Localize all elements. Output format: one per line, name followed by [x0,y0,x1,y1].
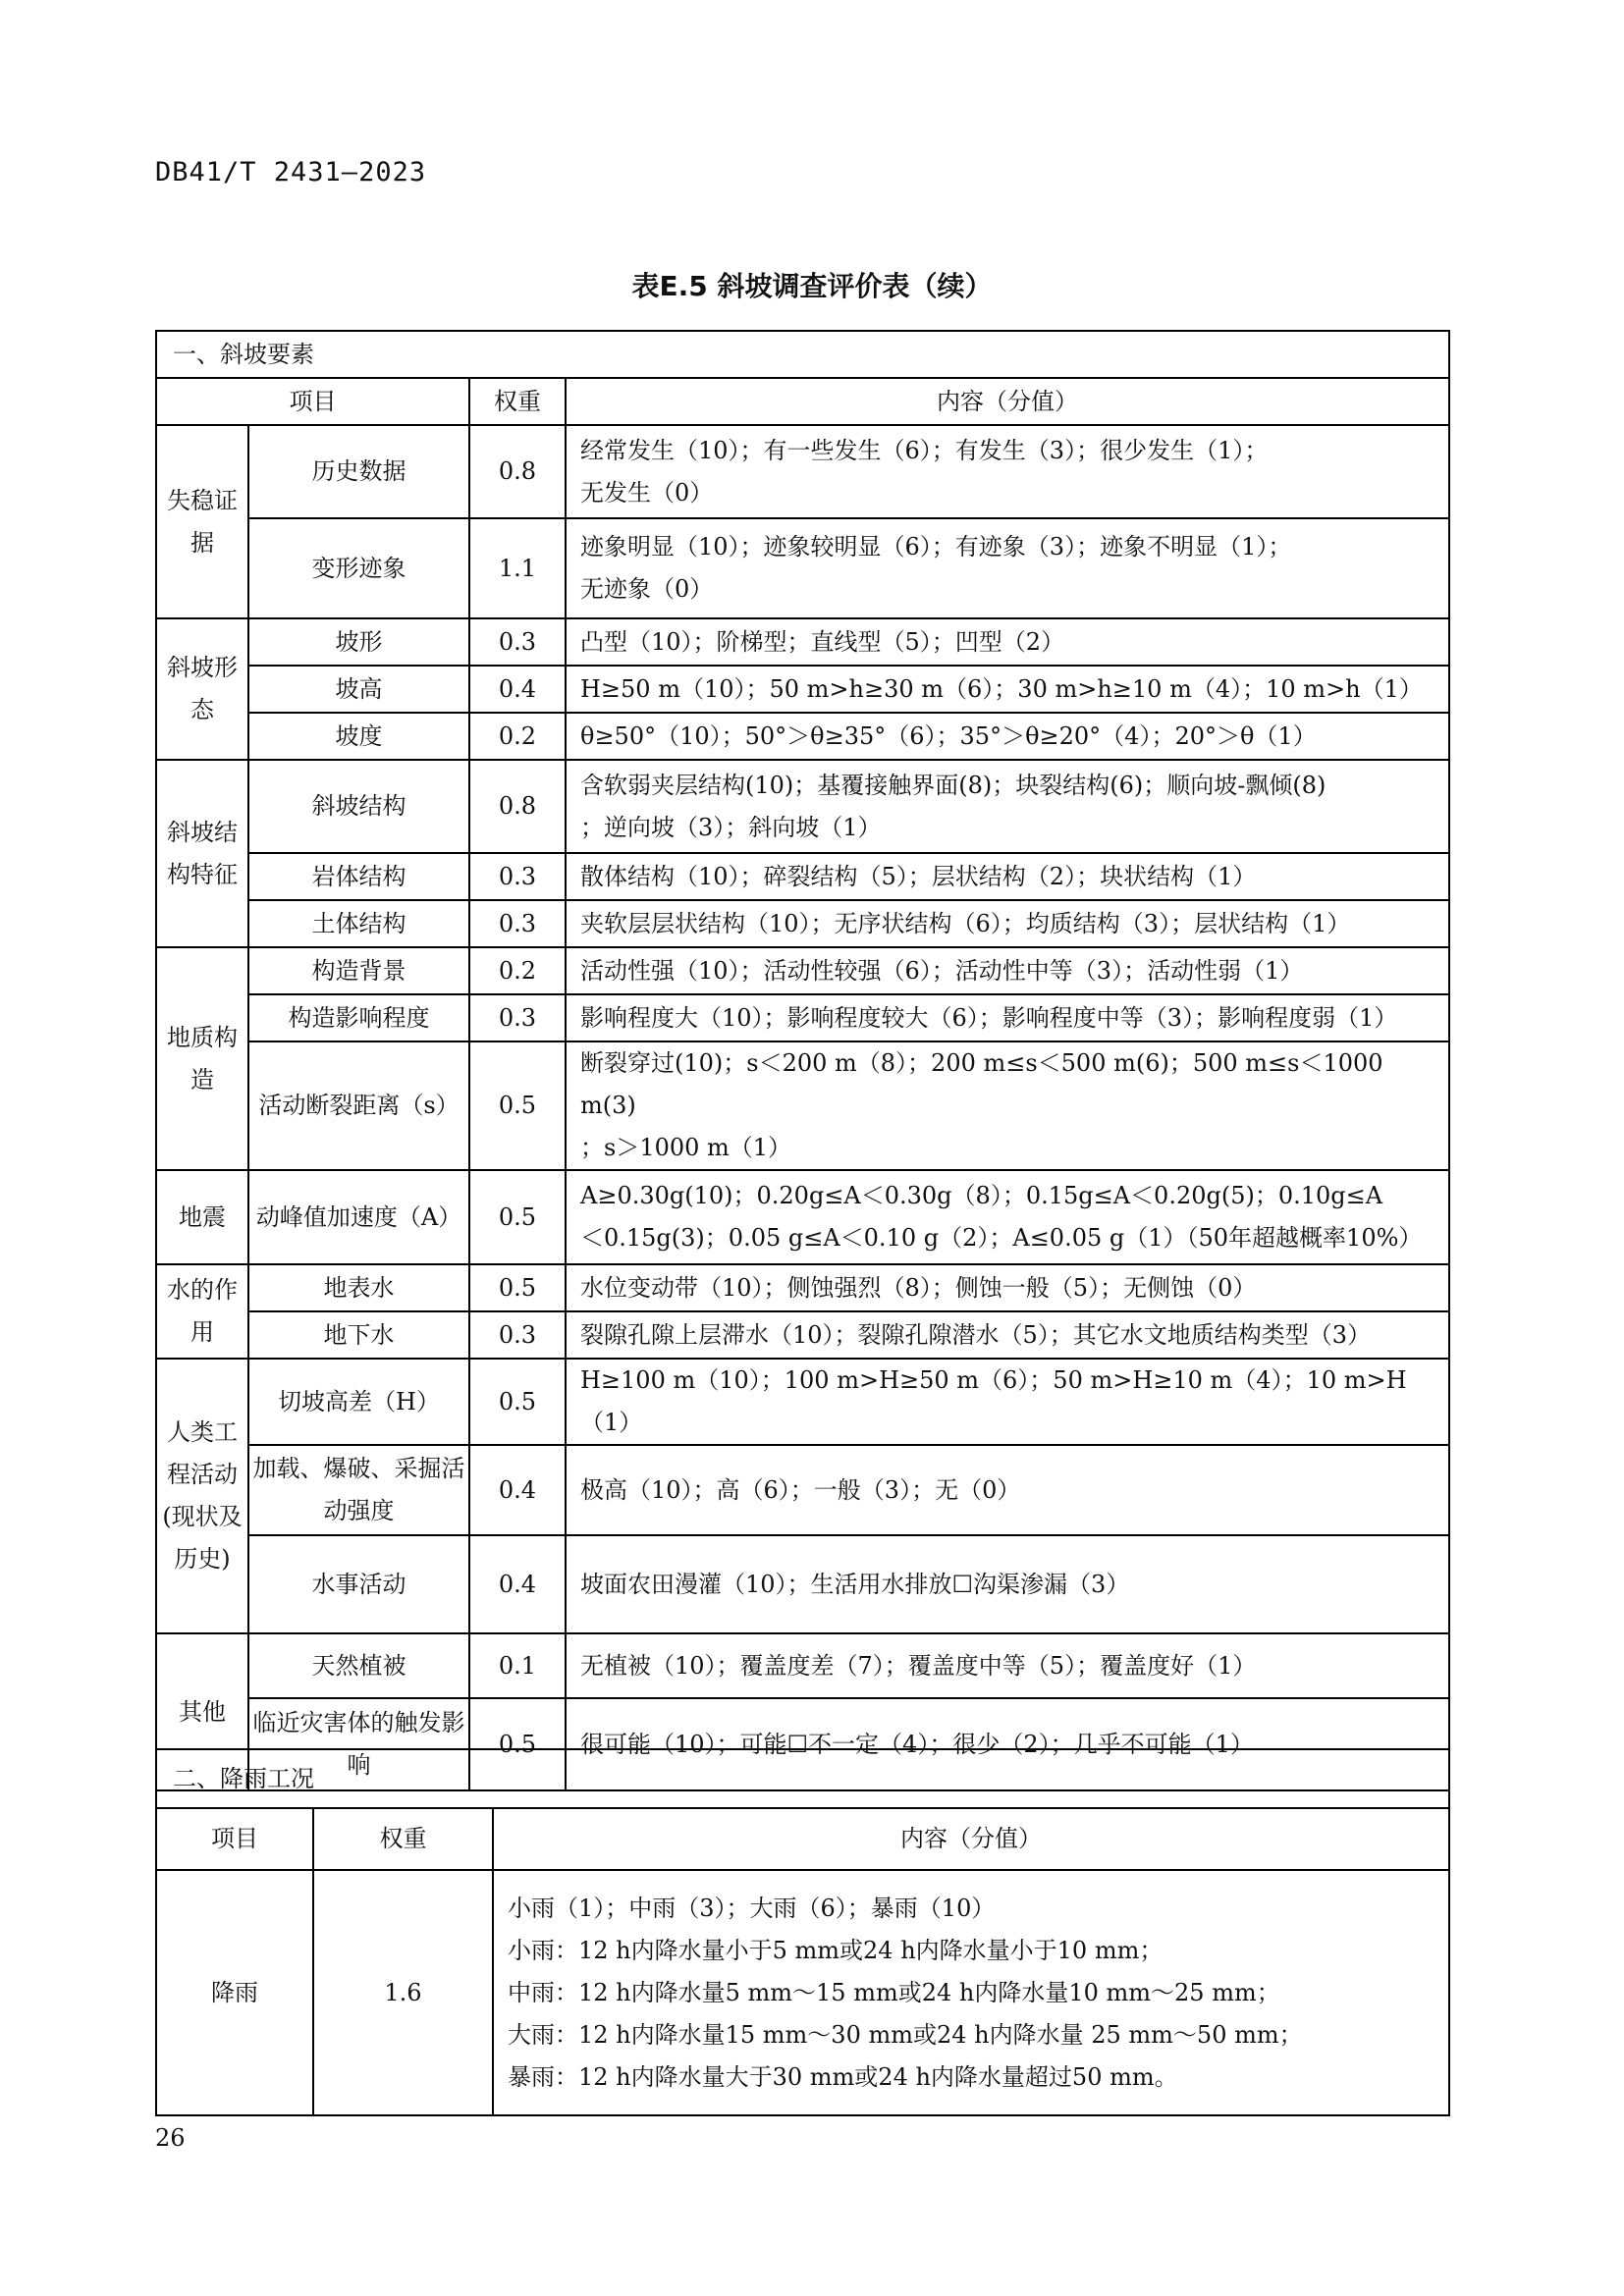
item-cell: 坡高 [248,666,469,713]
content-cell [566,994,1449,1041]
content-line: 经常发生（10）；有一些发生（6）；有发生（3）；很少发生（1）； [580,436,1269,464]
content-cell [566,853,1449,900]
table-row [156,760,1449,853]
content-cell [566,1264,1449,1311]
content-cell [566,1445,1449,1535]
item-cell: 构造背景 [248,947,469,994]
group-label: 斜坡结构特征 [156,760,248,947]
content-cell [566,1633,1449,1698]
item-cell: 加载、爆破、采掘活动强度 [248,1445,469,1535]
rain-item: 降雨 [156,1870,313,2115]
content-line: ＜0.15g(3)；0.05 g≤A＜0.10 g（2）；A≤0.05 g（1）（50年超越概率10%） [580,1224,1423,1252]
item-cell: 岩体结构 [248,853,469,900]
weight-cell: 0.3 [469,900,566,947]
item-cell: 地表水 [248,1264,469,1311]
content-line: ；逆向坡（3）；斜向坡（1） [580,813,882,841]
table-row [156,1445,1449,1535]
table-row [156,1359,1449,1445]
item-cell: 构造影响程度 [248,994,469,1041]
content-cell [566,1311,1449,1359]
weight-cell: 0.2 [469,947,566,994]
table-row [156,518,1449,618]
weight-cell: 0.4 [469,1445,566,1535]
content-cell [566,947,1449,994]
table-row [156,994,1449,1041]
content-line: 小雨：12 h内降水量小于5 mm或24 h内降水量小于10 mm； [508,1936,1164,1964]
content-line: 大雨：12 h内降水量15 mm～30 mm或24 h内降水量 25 mm～50 mm； [508,2020,1303,2049]
content-line: H≥100 m（10）；100 m>H≥50 m（6）；50 m>H≥10 m（4）；10 m>H（1） [580,1366,1407,1436]
content-line: 坡面农田漫灌（10）；生活用水排放☐沟渠渗漏（3） [580,1570,1130,1598]
content-cell [566,1041,1449,1170]
weight-cell: 0.5 [469,1359,566,1445]
header-weight: 权重 [313,1808,493,1870]
content-line: 中雨：12 h内降水量5 mm～15 mm或24 h内降水量10 mm～25 mm； [508,1978,1280,2006]
content-line: 含软弱夹层结构(10)；基覆接触界面(8)；块裂结构(6)；顺向坡-飘倾(8) [580,771,1326,799]
item-cell: 天然植被 [248,1633,469,1698]
content-cell [566,1359,1449,1445]
item-cell: 地下水 [248,1311,469,1359]
content-line: 无植被（10）；覆盖度差（7）；覆盖度中等（5）；覆盖度好（1） [580,1651,1257,1680]
table-row [156,618,1449,666]
page-number: 26 [155,2124,186,2152]
table-row [156,947,1449,994]
weight-cell: 1.1 [469,518,566,618]
header-weight: 权重 [469,378,566,425]
content-cell [566,618,1449,666]
content-cell [566,900,1449,947]
content-cell [566,1170,1449,1264]
weight-cell: 0.4 [469,1535,566,1633]
weight-cell: 0.5 [469,1698,566,1790]
table-row [156,666,1449,713]
group-label: 斜坡形态 [156,618,248,760]
table-title: 表E.5 斜坡调查评价表（续） [631,270,993,302]
table-row [156,425,1449,518]
content-line: 断裂穿过(10)；s＜200 m（8）；200 m≤s＜500 m(6)；500 m≤s＜1000 m(3) [580,1049,1383,1119]
item-cell: 切坡高差（H） [248,1359,469,1445]
content-line: 裂隙孔隙上层滞水（10）；裂隙孔隙潜水（5）；其它水文地质结构类型（3） [580,1320,1372,1349]
content-cell [566,518,1449,618]
weight-cell: 0.3 [469,853,566,900]
table-row [156,1535,1449,1633]
table-row [156,1633,1449,1698]
content-cell [566,1535,1449,1633]
content-line: 小雨（1）；中雨（3）；大雨（6）；暴雨（10） [508,1894,996,1922]
content-line: 很可能（10）；可能☐不一定（4）；很少（2）；几乎不可能（1） [580,1730,1254,1758]
weight-cell: 0.3 [469,1311,566,1359]
item-cell: 变形迹象 [248,518,469,618]
group-label: 水的作用 [156,1264,248,1359]
content-line: 夹软层层状结构（10）；无序状结构（6）；均质结构（3）；层状结构（1） [580,909,1351,937]
group-label: 其他 [156,1633,248,1790]
rain-weight: 1.6 [313,1870,493,2115]
item-cell: 历史数据 [248,425,469,518]
content-cell [566,760,1449,853]
weight-cell: 0.1 [469,1633,566,1698]
content-line: 散体结构（10）；碎裂结构（5）；层状结构（2）；块状结构（1） [580,862,1257,890]
table-row [156,1311,1449,1359]
table-row [156,713,1449,760]
rain-content [493,1870,1449,2115]
section-title: 一、斜坡要素 [156,331,1449,378]
weight-cell: 0.8 [469,425,566,518]
content-line: 影响程度大（10）；影响程度较大（6）；影响程度中等（3）；影响程度弱（1） [580,1003,1398,1032]
table-row [156,853,1449,900]
content-line: 凸型（10）；阶梯型；直线型（5）；凹型（2） [580,627,1065,656]
item-cell: 坡形 [248,618,469,666]
content-cell [566,666,1449,713]
content-line: ；s＞1000 m（1） [580,1134,792,1161]
item-cell: 活动断裂距离（s） [248,1041,469,1170]
content-line: 水位变动带（10）；侧蚀强烈（8）；侧蚀一般（5）；无侧蚀（0） [580,1273,1257,1302]
weight-cell: 0.5 [469,1041,566,1170]
group-label: 失稳证据 [156,425,248,618]
item-cell: 坡度 [248,713,469,760]
group-label: 地质构造 [156,947,248,1170]
weight-cell: 0.5 [469,1170,566,1264]
table-row [156,1170,1449,1264]
content-line: θ≥50°（10）；50°＞θ≥35°（6）；35°＞θ≥20°（4）；20°＞θ（1） [580,721,1317,750]
item-cell: 土体结构 [248,900,469,947]
content-cell [566,713,1449,760]
weight-cell: 0.3 [469,994,566,1041]
item-cell: 水事活动 [248,1535,469,1633]
slope-elements-table [155,330,1450,1791]
content-line: 暴雨：12 h内降水量大于30 mm或24 h内降水量超过50 mm。 [508,2062,1178,2091]
weight-cell: 0.5 [469,1264,566,1311]
group-label: 人类工程活动(现状及历史) [156,1359,248,1633]
table-row [156,900,1449,947]
weight-cell: 0.4 [469,666,566,713]
content-line: 无迹象（0） [580,575,714,603]
item-cell: 斜坡结构 [248,760,469,853]
header-content: 内容（分值） [493,1808,1449,1870]
weight-cell: 0.3 [469,618,566,666]
section-title: 二、降雨工况 [156,1749,1449,1808]
content-cell [566,425,1449,518]
content-line: 活动性强（10）；活动性较强（6）；活动性中等（3）；活动性弱（1） [580,956,1304,985]
content-line: 无发生（0） [580,478,714,507]
item-cell: 临近灾害体的触发影响 [248,1698,469,1790]
weight-cell: 0.8 [469,760,566,853]
content-line: 迹象明显（10）；迹象较明显（6）；有迹象（3）；迹象不明显（1）； [580,533,1292,561]
header-item: 项目 [156,1808,313,1870]
header-content: 内容（分值） [566,378,1449,425]
content-line: A≥0.30g(10)；0.20g≤A＜0.30g（8）；0.15g≤A＜0.20g(5)；0.10g≤A [580,1182,1383,1209]
document-code: DB41/T 2431—2023 [155,157,427,187]
weight-cell: 0.2 [469,713,566,760]
table-row [156,1264,1449,1311]
content-line: 极高（10）；高（6）；一般（3）；无（0） [580,1475,1021,1504]
item-cell: 动峰值加速度（A） [248,1170,469,1264]
header-item: 项目 [156,378,469,425]
rainfall-table [155,1748,1450,2116]
group-label: 地震 [156,1170,248,1264]
content-line: H≥50 m（10）；50 m>h≥30 m（6）；30 m>h≥10 m（4）；10 m>h（1） [580,674,1423,703]
table-row [156,1041,1449,1170]
